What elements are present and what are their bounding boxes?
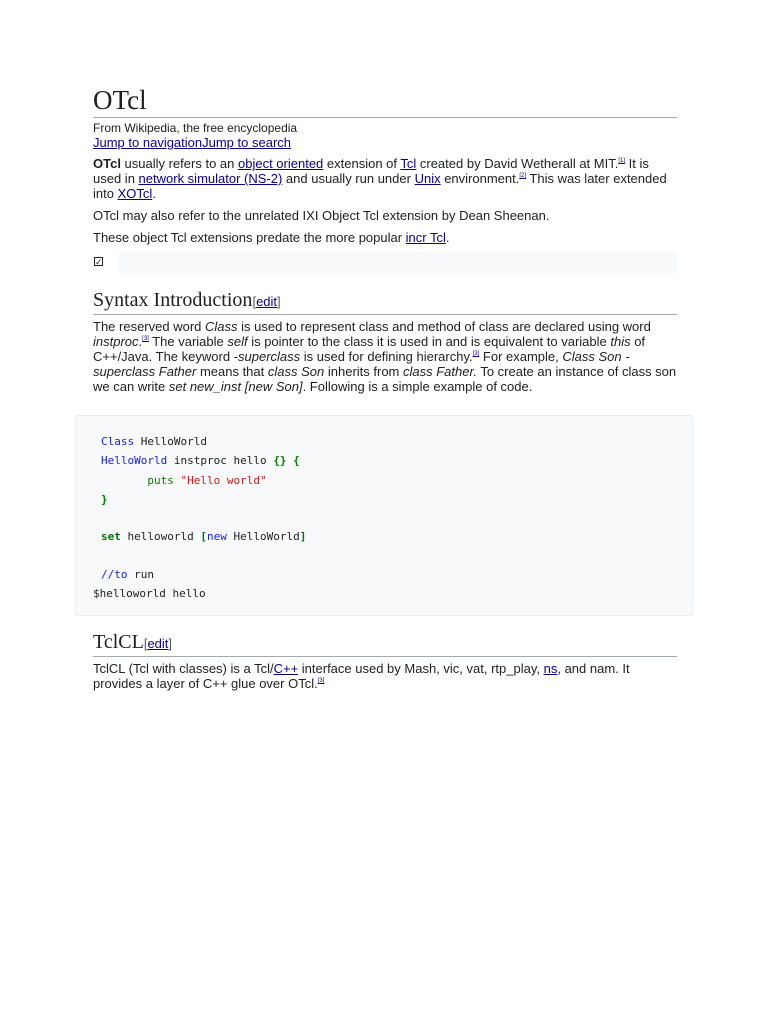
code-token: {} { [273, 454, 300, 467]
code-line-6 [101, 567, 154, 582]
jump-to-navigation-link[interactable]: Jump to navigation [93, 135, 203, 150]
incr-tcl-link[interactable]: incr Tcl [405, 230, 446, 245]
text-run: is used to represent class and method of class are declared using word [237, 319, 651, 334]
text-run: For example, [479, 349, 563, 364]
text-run: and usually run under [282, 171, 415, 186]
italic-run: Class Son -superclass Father [93, 349, 630, 379]
text-run: The variable [148, 334, 228, 349]
text-run: . [152, 186, 156, 201]
reference-3c[interactable] [318, 678, 325, 684]
italic-run: superclass [238, 349, 301, 364]
text-run: . [138, 334, 143, 349]
text-run: is pointer to the class it is used in and is equivalent to variable [247, 334, 611, 349]
text-run: extension of [323, 156, 401, 171]
bracket-open: [ [252, 294, 257, 309]
object-oriented-link[interactable]: object oriented [238, 156, 324, 171]
code-token: Class [101, 435, 135, 448]
code-token: [ [200, 530, 207, 543]
italic-run: self [227, 334, 248, 349]
reference-3c-link[interactable]: [3] [317, 678, 325, 684]
page-title: OTcl [93, 84, 677, 118]
text-run: . Following is a simple example of code. [302, 379, 533, 394]
italic-run: class Father. [403, 364, 477, 379]
edit-link[interactable]: edit [256, 294, 278, 309]
edit-section-tclcl [144, 636, 172, 651]
text-run: means that [196, 364, 268, 379]
section-title: Syntax Introduction [93, 289, 253, 311]
text-run: These object Tcl extensions predate the more popular [93, 230, 406, 245]
code-token: HelloWorld [226, 530, 300, 543]
code-line-2 [101, 453, 300, 468]
site-subtitle: From Wikipedia, the free encyclopedia [93, 121, 298, 135]
text-run: . [445, 230, 450, 245]
code-block [75, 415, 693, 616]
code-token: puts [147, 474, 174, 487]
text-run: TclCL (Tcl with classes) is a Tcl/ [93, 661, 274, 676]
section-title: TclCL [93, 631, 144, 653]
reference-2-link[interactable]: [2] [519, 173, 527, 179]
italic-run: class Son [267, 364, 325, 379]
intro-paragraph-3 [93, 230, 677, 245]
term-bold: OTcl [93, 156, 121, 171]
intro-paragraph-2: OTcl may also refer to the unrelated IXI Object Tcl extension by Dean Sheenan. [93, 208, 550, 223]
tclcl-paragraph [93, 661, 677, 691]
text-run: usually refers to an [120, 156, 238, 171]
xotcl-link[interactable]: XOTcl [117, 186, 153, 201]
text-run: is used for defining hierarchy. [300, 349, 473, 364]
bracket-close: ] [168, 636, 173, 651]
code-token: Hello [101, 454, 135, 467]
section-heading-syntax [93, 288, 677, 315]
text-run: , and nam. It provides a layer of C++ glue over OTcl. [93, 661, 630, 691]
section-heading-tclcl [93, 630, 677, 657]
code-token: "Hello world" [180, 474, 267, 487]
gallery-box [119, 252, 677, 273]
checkbox-icon[interactable]: ✓ [95, 257, 103, 267]
italic-run: Class [205, 319, 238, 334]
italic-run: instproc [93, 334, 139, 349]
jump-links [93, 135, 677, 150]
code-token: set [101, 530, 121, 543]
text-run: of C++/Java. The keyword - [93, 334, 646, 364]
code-line-5 [101, 529, 306, 544]
code-token: //to [101, 568, 128, 581]
reference-3-link[interactable]: [3] [142, 336, 149, 342]
text-run: created by David Wetherall at MIT. [416, 156, 619, 171]
code-token: run [127, 568, 154, 581]
unix-link[interactable]: Unix [414, 171, 441, 186]
code-token: instproc hello [167, 454, 274, 467]
code-line-4: } [101, 493, 108, 506]
reference-1[interactable] [618, 158, 625, 164]
reference-3[interactable] [142, 336, 149, 342]
italic-run: set new_inst [new Son] [168, 379, 303, 394]
edit-link[interactable]: edit [147, 636, 169, 651]
text-run: interface used by Mash, vic, vat, rtp_play, [298, 661, 544, 676]
jump-to-search-link[interactable]: Jump to search [202, 135, 291, 150]
text-run: The reserved word [93, 319, 205, 334]
syntax-paragraph [93, 319, 677, 394]
image-gallery [93, 252, 677, 273]
tcl-link[interactable]: Tcl [400, 156, 417, 171]
code-indent [101, 474, 147, 487]
code-line-7: $helloworld hello [93, 587, 206, 600]
text-run: This was later extended into [93, 171, 667, 201]
text-run: It is used in [93, 156, 649, 186]
ns-link[interactable]: ns [543, 661, 558, 676]
intro-paragraph-1 [93, 156, 677, 201]
edit-section-syntax [252, 294, 280, 309]
code-token: World [134, 454, 168, 467]
text-run: inherits from [324, 364, 403, 379]
code-token: ] [299, 530, 307, 543]
cpp-link[interactable]: C++ [273, 661, 299, 676]
code-token: helloworld [120, 530, 201, 543]
network-simulator-link[interactable]: network simulator (NS-2) [138, 171, 283, 186]
code-token: HelloWorld [134, 435, 207, 448]
text-run: To create an instance of class son we can write [93, 364, 677, 394]
bracket-close: ] [277, 294, 281, 309]
reference-1-link[interactable]: [1] [618, 158, 626, 164]
reference-3b-link[interactable]: [3] [472, 351, 480, 357]
code-line-1 [101, 434, 207, 449]
bracket-open: [ [143, 636, 148, 651]
code-token: new [206, 530, 227, 543]
text-run: environment. [440, 171, 520, 186]
code-line-3 [101, 473, 267, 488]
italic-run: this [610, 334, 631, 349]
